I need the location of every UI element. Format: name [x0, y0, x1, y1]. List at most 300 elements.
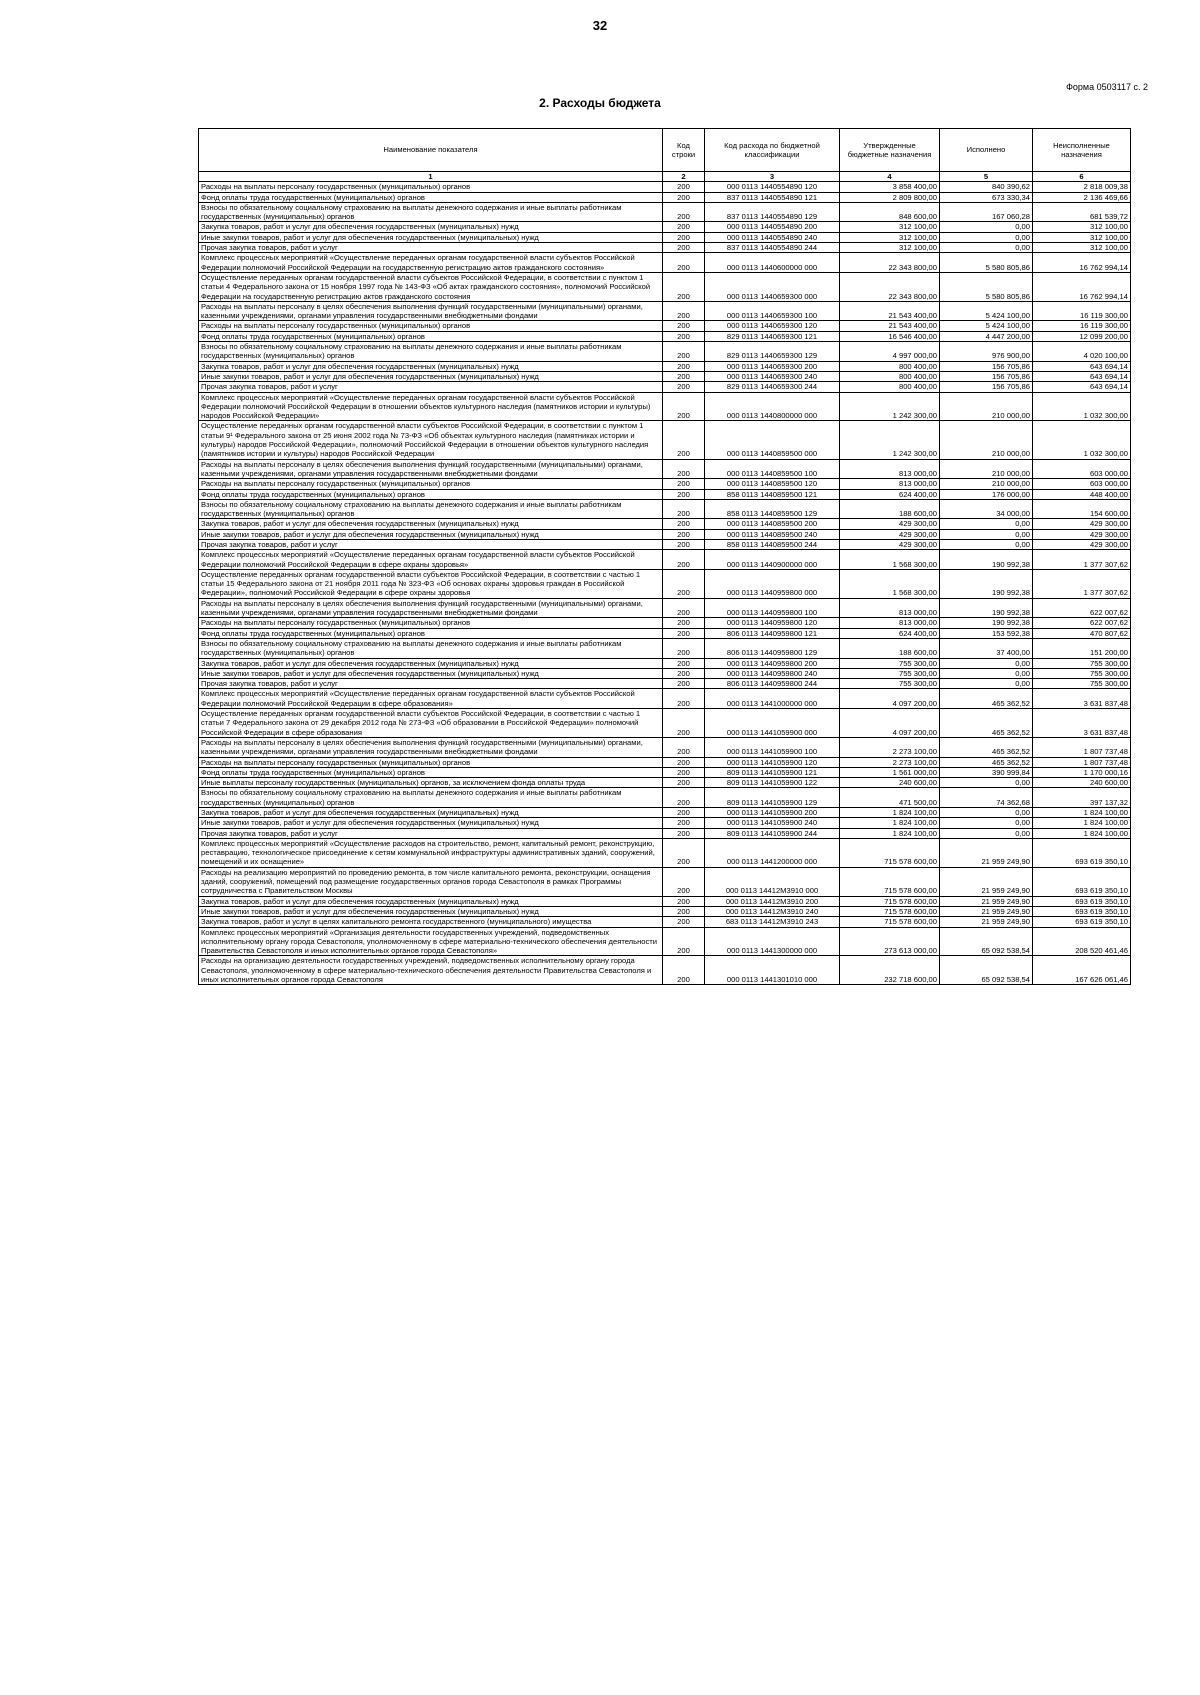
row-approved: 800 400,00: [840, 371, 940, 381]
row-budget-code: 829 0113 1440659300 121: [705, 331, 840, 341]
row-budget-code: 000 0113 1441301010 000: [705, 956, 840, 985]
row-unexecuted: 693 619 350,10: [1033, 838, 1131, 867]
row-budget-code: 000 0113 1441059900 120: [705, 757, 840, 767]
table-row: [199, 569, 1131, 598]
table-row: [199, 361, 1131, 371]
row-unexecuted: 4 020 100,00: [1033, 342, 1131, 362]
row-approved: 21 543 400,00: [840, 321, 940, 331]
row-unexecuted: 693 619 350,10: [1033, 917, 1131, 927]
row-name: Осуществление переданных органам государственной власти субъектов Российской Федерации, в соответствии с частью 1 статьи 15 Федерального закона от 21 ноября 2011 года № 323-ФЗ «Об основах охраны здоровья граждан в Российской Федерации», полномочий Российской Федерации в сфере охраны здоровья: [199, 569, 663, 598]
column-number: 5: [940, 172, 1033, 182]
table-row: [199, 788, 1131, 808]
table-row: [199, 689, 1131, 709]
row-name: Комплекс процессных мероприятий «Осуществление переданных органам государственной власти субъектов Российской Федерации полномочий Российской Федерации на государственную регистрацию актов гражданского состояния»: [199, 253, 663, 273]
row-name: Комплекс процессных мероприятий «Осуществление переданных органам государственной власти субъектов Российской Федерации полномочий Российской Федерации в сфере охраны здоровья»: [199, 550, 663, 570]
table-row: [199, 202, 1131, 222]
row-name: Прочая закупка товаров, работ и услуг: [199, 243, 663, 253]
row-unexecuted: 1 824 100,00: [1033, 818, 1131, 828]
row-approved: 715 578 600,00: [840, 917, 940, 927]
row-code: 200: [663, 222, 705, 232]
row-code: 200: [663, 896, 705, 906]
row-name: Расходы на выплаты персоналу государственных (муниципальных) органов: [199, 321, 663, 331]
row-executed: 190 992,38: [940, 618, 1033, 628]
table-body: [199, 182, 1131, 985]
row-unexecuted: 1 170 000,16: [1033, 767, 1131, 777]
row-name: Закупка товаров, работ и услуг для обеспечения государственных (муниципальных) нужд: [199, 658, 663, 668]
form-code: Форма 0503117 с. 2: [1066, 82, 1148, 92]
table-row: [199, 598, 1131, 618]
row-budget-code: 858 0113 1440859500 244: [705, 539, 840, 549]
table-row: [199, 867, 1131, 896]
row-executed: 190 992,38: [940, 598, 1033, 618]
table-row: [199, 658, 1131, 668]
row-code: 200: [663, 757, 705, 767]
header-approved: Утвержденные бюджетные назначения: [840, 129, 940, 172]
row-executed: 210 000,00: [940, 421, 1033, 459]
table-row: [199, 767, 1131, 777]
row-unexecuted: 622 007,62: [1033, 598, 1131, 618]
row-unexecuted: 448 400,00: [1033, 489, 1131, 499]
header-unexecuted: Неисполненные назначения: [1033, 129, 1131, 172]
table-row: [199, 232, 1131, 242]
row-budget-code: 683 0113 14412М3910 243: [705, 917, 840, 927]
row-code: 200: [663, 529, 705, 539]
section-title: 2. Расходы бюджета: [539, 96, 661, 110]
row-name: Взносы по обязательному социальному страхованию на выплаты денежного содержания и иные выплаты работникам государственных (муниципальных) органов: [199, 202, 663, 222]
row-budget-code: 809 0113 1441059900 129: [705, 788, 840, 808]
row-executed: 0,00: [940, 519, 1033, 529]
row-name: Закупка товаров, работ и услуг для обеспечения государственных (муниципальных) нужд: [199, 519, 663, 529]
row-code: 200: [663, 778, 705, 788]
row-approved: 1 242 300,00: [840, 392, 940, 421]
row-budget-code: 000 0113 1441200000 000: [705, 838, 840, 867]
row-name: Расходы на выплаты персоналу государственных (муниципальных) органов: [199, 479, 663, 489]
row-budget-code: 000 0113 1440959800 120: [705, 618, 840, 628]
row-unexecuted: 755 300,00: [1033, 668, 1131, 678]
row-executed: 210 000,00: [940, 459, 1033, 479]
row-approved: 2 809 800,00: [840, 192, 940, 202]
row-approved: 4 997 000,00: [840, 342, 940, 362]
row-name: Осуществление переданных органам государственной власти субъектов Российской Федерации, в соответствии с частью 1 статьи 7 Федерального закона от 29 декабря 2012 года № 273-ФЗ «Об образовании в Российской Федерации» полномочий Российской Федерации в сфере образования: [199, 709, 663, 738]
row-approved: 755 300,00: [840, 679, 940, 689]
row-unexecuted: 681 539,72: [1033, 202, 1131, 222]
row-code: 200: [663, 906, 705, 916]
row-unexecuted: 693 619 350,10: [1033, 896, 1131, 906]
column-number: 4: [840, 172, 940, 182]
table-row: [199, 917, 1131, 927]
row-name: Взносы по обязательному социальному страхованию на выплаты денежного содержания и иные выплаты работникам государственных (муниципальных) органов: [199, 342, 663, 362]
row-code: 200: [663, 828, 705, 838]
row-unexecuted: 16 762 994,14: [1033, 272, 1131, 301]
table-row: [199, 638, 1131, 658]
table-row: [199, 371, 1131, 381]
row-approved: 429 300,00: [840, 529, 940, 539]
row-approved: 188 600,00: [840, 638, 940, 658]
row-code: 200: [663, 361, 705, 371]
row-budget-code: 829 0113 1440659300 129: [705, 342, 840, 362]
table-row: [199, 618, 1131, 628]
row-name: Взносы по обязательному социальному страхованию на выплаты денежного содержания и иные выплаты работникам государственных (муниципальных) органов: [199, 499, 663, 519]
row-approved: 813 000,00: [840, 618, 940, 628]
row-executed: 21 959 249,90: [940, 867, 1033, 896]
column-number: 6: [1033, 172, 1131, 182]
row-code: 200: [663, 301, 705, 321]
row-executed: 840 390,62: [940, 182, 1033, 192]
row-unexecuted: 1 824 100,00: [1033, 828, 1131, 838]
row-approved: 232 718 600,00: [840, 956, 940, 985]
row-executed: 465 362,52: [940, 689, 1033, 709]
row-code: 200: [663, 489, 705, 499]
row-budget-code: 858 0113 1440859500 129: [705, 499, 840, 519]
row-executed: 210 000,00: [940, 392, 1033, 421]
row-code: 200: [663, 788, 705, 808]
row-budget-code: 000 0113 1440859500 200: [705, 519, 840, 529]
row-name: Расходы на выплаты персоналу в целях обеспечения выполнения функций государственными (муниципальными) органами, казенными учреждениями, органами управления государственными внебюджетными фондами: [199, 598, 663, 618]
row-budget-code: 000 0113 1440859500 120: [705, 479, 840, 489]
row-approved: 21 543 400,00: [840, 301, 940, 321]
row-name: Комплекс процессных мероприятий «Осуществление расходов на строительство, ремонт, капитальный ремонт, реконструкцию, реставрацию, технологическое присоединение к сетям коммунальной инфраструктуры административных зданий, сооружений, помещений и их оснащение»: [199, 838, 663, 867]
table-row: [199, 301, 1131, 321]
row-unexecuted: 3 631 837,48: [1033, 689, 1131, 709]
row-name: Закупка товаров, работ и услуг для обеспечения государственных (муниципальных) нужд: [199, 222, 663, 232]
row-name: Комплекс процессных мероприятий «Осуществление переданных органам государственной власти субъектов Российской Федерации полномочий Российской Федерации в сфере образования»: [199, 689, 663, 709]
row-budget-code: 000 0113 1440659300 200: [705, 361, 840, 371]
row-unexecuted: 603 000,00: [1033, 459, 1131, 479]
row-executed: 190 992,38: [940, 569, 1033, 598]
row-executed: 156 705,86: [940, 382, 1033, 392]
row-unexecuted: 16 119 300,00: [1033, 321, 1131, 331]
row-name: Осуществление переданных органам государственной власти субъектов Российской Федерации, в соответствии с пунктом 1 статьи 9¹ Федерального закона от 25 июня 2002 года № 73-ФЗ «Об объектах культурного наследия (памятниках истории и культуры) народов Российской Федерации», полномочий Российской Федерации в отношении объектов культурного наследия (памятников истории и культуры) народов Российской Федерации: [199, 421, 663, 459]
row-executed: 465 362,52: [940, 737, 1033, 757]
row-unexecuted: 603 000,00: [1033, 479, 1131, 489]
row-executed: 0,00: [940, 828, 1033, 838]
row-code: 200: [663, 499, 705, 519]
row-code: 200: [663, 243, 705, 253]
row-name: Прочая закупка товаров, работ и услуг: [199, 382, 663, 392]
table-header-row: [199, 129, 1131, 172]
row-executed: 156 705,86: [940, 371, 1033, 381]
row-unexecuted: 151 200,00: [1033, 638, 1131, 658]
row-budget-code: 000 0113 1440900000 000: [705, 550, 840, 570]
row-budget-code: 858 0113 1440859500 121: [705, 489, 840, 499]
row-code: 200: [663, 371, 705, 381]
row-budget-code: 000 0113 1440959800 000: [705, 569, 840, 598]
row-code: 200: [663, 192, 705, 202]
header-name: Наименование показателя: [199, 129, 663, 172]
table-row: [199, 519, 1131, 529]
row-code: 200: [663, 202, 705, 222]
row-approved: 1 568 300,00: [840, 569, 940, 598]
row-executed: 65 092 538,54: [940, 956, 1033, 985]
row-approved: 1 568 300,00: [840, 550, 940, 570]
row-unexecuted: 240 600,00: [1033, 778, 1131, 788]
row-executed: 21 959 249,90: [940, 838, 1033, 867]
row-budget-code: 000 0113 1440554890 240: [705, 232, 840, 242]
table-row: [199, 253, 1131, 273]
row-executed: 0,00: [940, 539, 1033, 549]
row-approved: 813 000,00: [840, 598, 940, 618]
row-name: Закупка товаров, работ и услуг для обеспечения государственных (муниципальных) нужд: [199, 896, 663, 906]
table-row: [199, 818, 1131, 828]
row-unexecuted: 755 300,00: [1033, 658, 1131, 668]
row-budget-code: 806 0113 1440959800 121: [705, 628, 840, 638]
row-name: Прочая закупка товаров, работ и услуг: [199, 828, 663, 838]
row-approved: 312 100,00: [840, 222, 940, 232]
row-executed: 5 580 805,86: [940, 253, 1033, 273]
row-name: Расходы на выплаты персоналу государственных (муниципальных) органов: [199, 618, 663, 628]
row-unexecuted: 1 377 307,62: [1033, 569, 1131, 598]
row-approved: 1 824 100,00: [840, 808, 940, 818]
row-name: Расходы на выплаты персоналу в целях обеспечения выполнения функций государственными (муниципальными) органами, казенными учреждениями, органами управления государственными внебюджетными фондами: [199, 459, 663, 479]
row-name: Прочая закупка товаров, работ и услуг: [199, 539, 663, 549]
column-number-row: [199, 172, 1131, 182]
row-budget-code: 000 0113 1440554890 120: [705, 182, 840, 192]
row-budget-code: 000 0113 1440959800 100: [705, 598, 840, 618]
row-budget-code: 809 0113 1441059900 122: [705, 778, 840, 788]
row-approved: 2 273 100,00: [840, 737, 940, 757]
row-executed: 21 959 249,90: [940, 896, 1033, 906]
row-unexecuted: 643 694,14: [1033, 361, 1131, 371]
row-approved: 1 824 100,00: [840, 818, 940, 828]
row-unexecuted: 312 100,00: [1033, 232, 1131, 242]
row-approved: 800 400,00: [840, 382, 940, 392]
row-budget-code: 837 0113 1440554890 121: [705, 192, 840, 202]
table-row: [199, 778, 1131, 788]
row-unexecuted: 1 807 737,48: [1033, 757, 1131, 767]
row-name: Взносы по обязательному социальному страхованию на выплаты денежного содержания и иные выплаты работникам государственных (муниципальных) органов: [199, 788, 663, 808]
row-code: 200: [663, 767, 705, 777]
row-budget-code: 000 0113 1440959800 200: [705, 658, 840, 668]
row-executed: 673 330,34: [940, 192, 1033, 202]
row-unexecuted: 470 807,62: [1033, 628, 1131, 638]
row-code: 200: [663, 618, 705, 628]
table-row: [199, 421, 1131, 459]
row-approved: 813 000,00: [840, 459, 940, 479]
row-unexecuted: 1 032 300,00: [1033, 421, 1131, 459]
row-executed: 5 580 805,86: [940, 272, 1033, 301]
row-executed: 976 900,00: [940, 342, 1033, 362]
row-name: Иные закупки товаров, работ и услуг для обеспечения государственных (муниципальных) нужд: [199, 371, 663, 381]
row-executed: 0,00: [940, 658, 1033, 668]
row-code: 200: [663, 679, 705, 689]
row-approved: 715 578 600,00: [840, 867, 940, 896]
row-name: Иные закупки товаров, работ и услуг для обеспечения государственных (муниципальных) нужд: [199, 232, 663, 242]
row-budget-code: 000 0113 1440659300 100: [705, 301, 840, 321]
row-executed: 190 992,38: [940, 550, 1033, 570]
row-code: 200: [663, 808, 705, 818]
row-code: 200: [663, 253, 705, 273]
row-code: 200: [663, 550, 705, 570]
row-code: 200: [663, 818, 705, 828]
row-executed: 0,00: [940, 222, 1033, 232]
table-row: [199, 272, 1131, 301]
row-unexecuted: 755 300,00: [1033, 679, 1131, 689]
row-budget-code: 837 0113 1440554890 244: [705, 243, 840, 253]
row-unexecuted: 1 377 307,62: [1033, 550, 1131, 570]
column-number: 2: [663, 172, 705, 182]
row-budget-code: 000 0113 1440659300 120: [705, 321, 840, 331]
row-budget-code: 000 0113 1441059900 200: [705, 808, 840, 818]
row-name: Расходы на реализацию мероприятий по проведению ремонта, в том числе капитального ремонта, реконструкции, оснащения зданий, сооружений, помещений под размещение государственных органов города Севастополя в рамках Программы сотрудничества с Правительством Москвы: [199, 867, 663, 896]
table-row: [199, 679, 1131, 689]
row-approved: 848 600,00: [840, 202, 940, 222]
page-number: 32: [592, 18, 608, 33]
table-row: [199, 838, 1131, 867]
row-unexecuted: 208 520 461,46: [1033, 927, 1131, 956]
row-approved: 715 578 600,00: [840, 838, 940, 867]
row-executed: 0,00: [940, 232, 1033, 242]
row-code: 200: [663, 539, 705, 549]
row-unexecuted: 154 600,00: [1033, 499, 1131, 519]
row-name: Фонд оплаты труда государственных (муниципальных) органов: [199, 192, 663, 202]
row-unexecuted: 16 119 300,00: [1033, 301, 1131, 321]
row-approved: 16 546 400,00: [840, 331, 940, 341]
row-budget-code: 000 0113 1440859500 240: [705, 529, 840, 539]
row-executed: 0,00: [940, 818, 1033, 828]
row-name: Иные выплаты персоналу государственных (муниципальных) органов, за исключением фонда оплаты труда: [199, 778, 663, 788]
row-approved: 1 242 300,00: [840, 421, 940, 459]
row-unexecuted: 643 694,14: [1033, 382, 1131, 392]
row-code: 200: [663, 709, 705, 738]
row-approved: 429 300,00: [840, 519, 940, 529]
row-unexecuted: 312 100,00: [1033, 243, 1131, 253]
row-name: Фонд оплаты труда государственных (муниципальных) органов: [199, 331, 663, 341]
column-number: 1: [199, 172, 663, 182]
row-approved: 715 578 600,00: [840, 896, 940, 906]
row-unexecuted: 429 300,00: [1033, 519, 1131, 529]
row-unexecuted: 429 300,00: [1033, 539, 1131, 549]
row-code: 200: [663, 628, 705, 638]
row-code: 200: [663, 382, 705, 392]
row-executed: 0,00: [940, 243, 1033, 253]
row-approved: 755 300,00: [840, 658, 940, 668]
row-executed: 153 592,38: [940, 628, 1033, 638]
row-name: Расходы на выплаты персоналу государственных (муниципальных) органов: [199, 757, 663, 767]
row-name: Закупка товаров, работ и услуг в целях капитального ремонта государственного (муниципального) имущества: [199, 917, 663, 927]
row-executed: 167 060,28: [940, 202, 1033, 222]
row-approved: 22 343 800,00: [840, 272, 940, 301]
row-approved: 471 500,00: [840, 788, 940, 808]
row-code: 200: [663, 867, 705, 896]
table-row: [199, 392, 1131, 421]
row-budget-code: 809 0113 1441059900 244: [705, 828, 840, 838]
row-executed: 156 705,86: [940, 361, 1033, 371]
row-budget-code: 000 0113 1440859500 100: [705, 459, 840, 479]
row-code: 200: [663, 569, 705, 598]
row-approved: 312 100,00: [840, 243, 940, 253]
table-row: [199, 243, 1131, 253]
row-budget-code: 000 0113 1441300000 000: [705, 927, 840, 956]
row-executed: 37 400,00: [940, 638, 1033, 658]
row-executed: 465 362,52: [940, 757, 1033, 767]
row-name: Иные закупки товаров, работ и услуг для обеспечения государственных (муниципальных) нужд: [199, 906, 663, 916]
row-code: 200: [663, 459, 705, 479]
row-code: 200: [663, 392, 705, 421]
row-code: 200: [663, 232, 705, 242]
row-code: 200: [663, 737, 705, 757]
row-approved: 800 400,00: [840, 361, 940, 371]
table-row: [199, 628, 1131, 638]
table-row: [199, 479, 1131, 489]
row-unexecuted: 693 619 350,10: [1033, 867, 1131, 896]
row-executed: 0,00: [940, 529, 1033, 539]
row-executed: 74 362,68: [940, 788, 1033, 808]
row-unexecuted: 167 626 061,46: [1033, 956, 1131, 985]
row-approved: 4 097 200,00: [840, 709, 940, 738]
row-code: 200: [663, 519, 705, 529]
row-code: 200: [663, 479, 705, 489]
row-unexecuted: 3 631 837,48: [1033, 709, 1131, 738]
row-unexecuted: 312 100,00: [1033, 222, 1131, 232]
row-budget-code: 000 0113 1440554890 200: [705, 222, 840, 232]
table-row: [199, 956, 1131, 985]
row-unexecuted: 429 300,00: [1033, 529, 1131, 539]
row-code: 200: [663, 689, 705, 709]
row-code: 200: [663, 598, 705, 618]
row-name: Фонд оплаты труда государственных (муниципальных) органов: [199, 628, 663, 638]
row-executed: 465 362,52: [940, 709, 1033, 738]
row-approved: 429 300,00: [840, 539, 940, 549]
table-row: [199, 192, 1131, 202]
row-code: 200: [663, 838, 705, 867]
row-code: 200: [663, 272, 705, 301]
row-name: Фонд оплаты труда государственных (муниципальных) органов: [199, 767, 663, 777]
row-name: Иные закупки товаров, работ и услуг для обеспечения государственных (муниципальных) нужд: [199, 818, 663, 828]
row-budget-code: 837 0113 1440554890 129: [705, 202, 840, 222]
row-budget-code: 000 0113 1441059900 240: [705, 818, 840, 828]
table-row: [199, 331, 1131, 341]
row-unexecuted: 2 818 009,38: [1033, 182, 1131, 192]
row-name: Прочая закупка товаров, работ и услуг: [199, 679, 663, 689]
header-code: Код строки: [663, 129, 705, 172]
row-code: 200: [663, 668, 705, 678]
row-name: Иные закупки товаров, работ и услуг для обеспечения государственных (муниципальных) нужд: [199, 529, 663, 539]
table-row: [199, 668, 1131, 678]
row-unexecuted: 643 694,14: [1033, 371, 1131, 381]
row-budget-code: 000 0113 14412М3910 200: [705, 896, 840, 906]
table-row: [199, 709, 1131, 738]
row-unexecuted: 693 619 350,10: [1033, 906, 1131, 916]
row-approved: 755 300,00: [840, 668, 940, 678]
table-row: [199, 529, 1131, 539]
row-name: Фонд оплаты труда государственных (муниципальных) органов: [199, 489, 663, 499]
row-executed: 176 000,00: [940, 489, 1033, 499]
row-code: 200: [663, 927, 705, 956]
row-code: 200: [663, 917, 705, 927]
row-budget-code: 000 0113 1440800000 000: [705, 392, 840, 421]
row-code: 200: [663, 321, 705, 331]
table-row: [199, 342, 1131, 362]
row-budget-code: 806 0113 1440959800 244: [705, 679, 840, 689]
row-unexecuted: 1 807 737,48: [1033, 737, 1131, 757]
row-name: Расходы на выплаты персоналу государственных (муниципальных) органов: [199, 182, 663, 192]
row-name: Осуществление переданных органам государственной власти субъектов Российской Федерации, в соответствии с пунктом 1 статьи 4 Федерального закона от 15 ноября 1997 года № 143-ФЗ «Об актах гражданского состояния», полномочий Российской Федерации на государственную регистрацию актов гражданского состояния: [199, 272, 663, 301]
row-executed: 5 424 100,00: [940, 301, 1033, 321]
row-name: Расходы на организацию деятельности государственных учреждений, подведомственных исполнительному органу города Севастополя, уполномоченному в сфере материально-технического обеспечения деятельности Правительства Севастополя и иных исполнительных органов города Севастополя: [199, 956, 663, 985]
table-row: [199, 539, 1131, 549]
row-approved: 240 600,00: [840, 778, 940, 788]
row-code: 200: [663, 421, 705, 459]
row-name: Комплекс процессных мероприятий «Осуществление переданных органам государственной власти субъектов Российской Федерации полномочий Российской Федерации в отношении объектов культурного наследия (памятников истории и культуры) народов Российской Федерации»: [199, 392, 663, 421]
row-executed: 210 000,00: [940, 479, 1033, 489]
table-row: [199, 321, 1131, 331]
table-row: [199, 896, 1131, 906]
row-approved: 312 100,00: [840, 232, 940, 242]
table-row: [199, 927, 1131, 956]
row-budget-code: 000 0113 1440600000 000: [705, 253, 840, 273]
row-budget-code: 000 0113 14412М3910 000: [705, 867, 840, 896]
row-executed: 390 999,84: [940, 767, 1033, 777]
